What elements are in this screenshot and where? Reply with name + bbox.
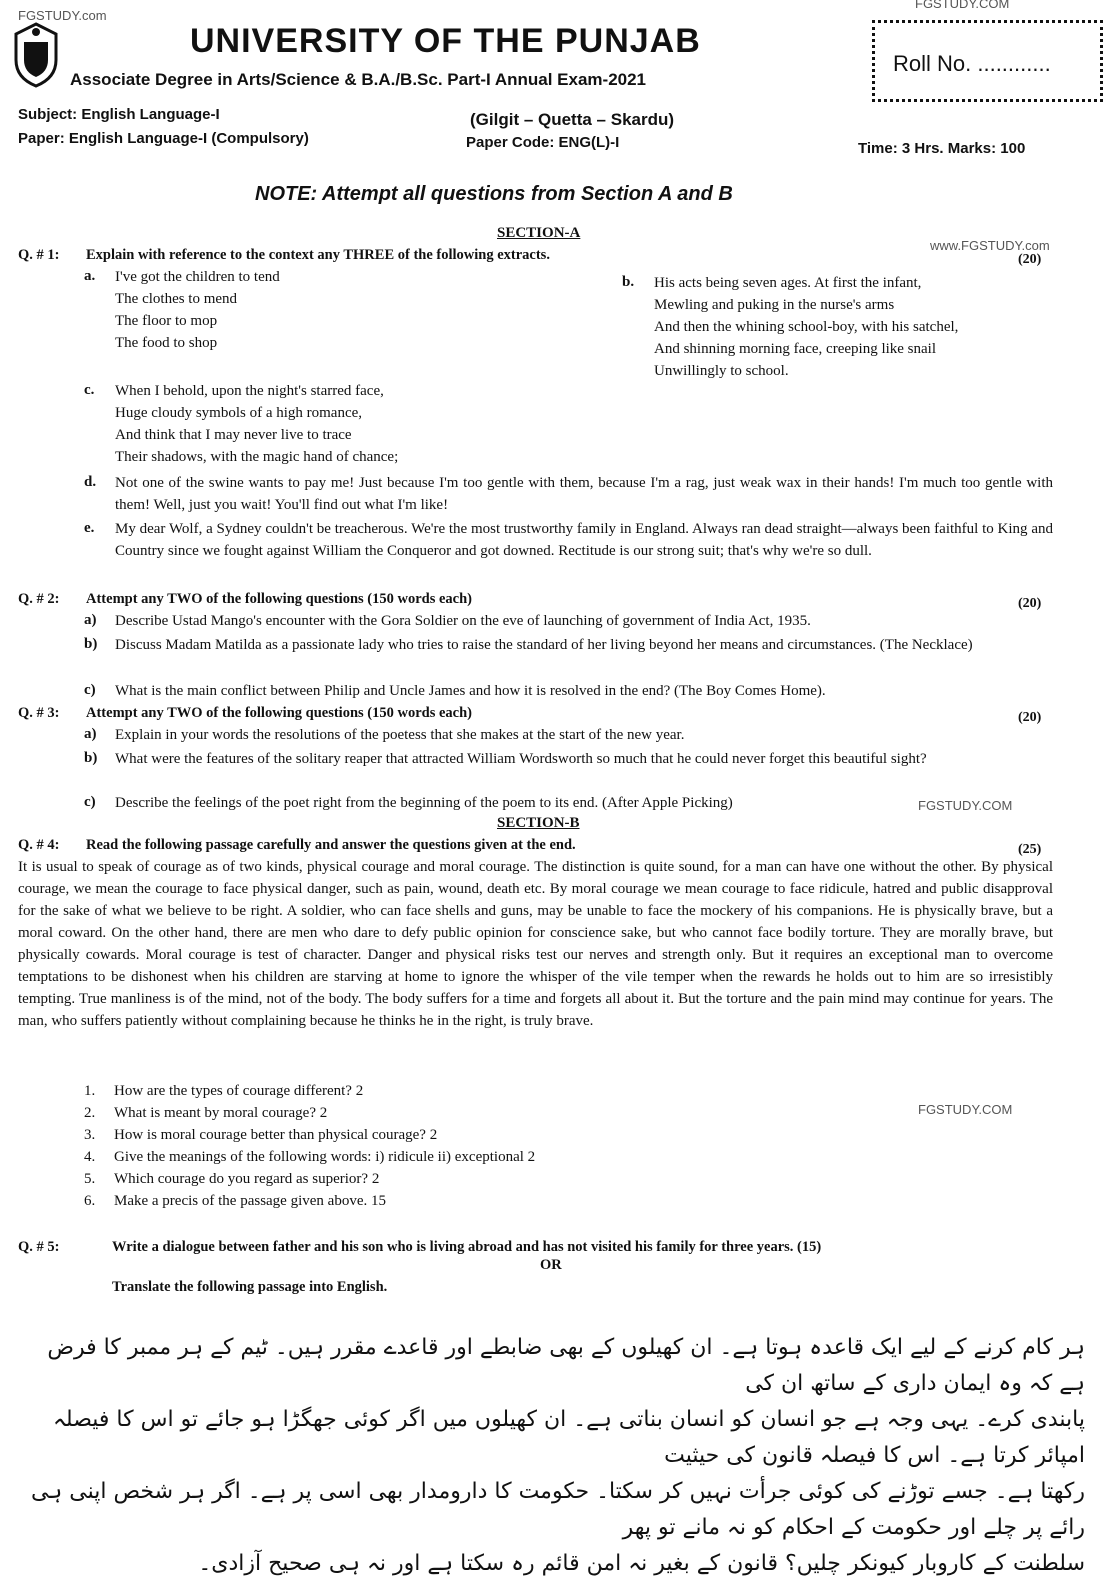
q2-a-text: Describe Ustad Mango's encounter with the Gora Soldier on the eve of launching of government of India Act, 1935.: [115, 613, 811, 629]
region: (Gilgit – Quetta – Skardu): [470, 110, 675, 129]
q1-a-extract: I've got the children to tend The clothes to mend The floor to mop The food to shop: [115, 269, 280, 351]
section-a-heading: SECTION-A: [497, 225, 581, 241]
q3-text: Attempt any TWO of the following questions (150 words each): [86, 705, 472, 721]
watermark: FGSTUDY.COM: [918, 798, 1013, 813]
q3-c-label: c): [84, 794, 96, 810]
q5-translate-instruction: Translate the following passage into English.: [112, 1279, 388, 1295]
roll-number-box: [872, 20, 1103, 102]
q2-number: Q. # 2:: [18, 591, 60, 607]
q2-c-text: What is the main conflict between Philip and Uncle James and how it is resolved in the end? (The Boy Comes Home).: [115, 683, 826, 699]
q1-b-extract: His acts being seven ages. At first the infant, Mewling and puking in the nurse's arms And then the whining school-boy, with his satchel, And shinning morning face, creeping like snail Unwillingly to school.: [654, 275, 959, 379]
q3-c-text: Describe the feelings of the poet right from the beginning of the poem to its end. (After Apple Picking): [115, 795, 733, 811]
q3-a-label: a): [84, 726, 97, 742]
q1-e-label: e.: [84, 520, 95, 536]
time-marks: Time: 3 Hrs. Marks: 100: [858, 140, 1026, 157]
q1-c-label: c.: [84, 382, 95, 398]
paper: Paper: English Language-I (Compulsory): [18, 130, 309, 147]
paper-code: Paper Code: ENG(L)-I: [466, 134, 620, 151]
q2-c-label: c): [84, 682, 96, 698]
q1-d-label: d.: [84, 474, 97, 490]
q3-a-text: Explain in your words the resolutions of the poetess that she makes at the start of the new year.: [115, 727, 685, 743]
q3-b-label: b): [84, 750, 98, 766]
q1-b-label: b.: [622, 274, 635, 290]
q1-c-extract: When I behold, upon the night's starred face, Huge cloudy symbols of a high romance, And think that I may never live to trace Their shadows, with the magic hand of chance;: [115, 383, 399, 465]
university-title: UNIVERSITY OF THE PUNJAB: [190, 22, 701, 60]
urdu-passage: ہر کام کرنے کے لیے ایک قاعدہ ہوتا ہے۔ ان کھیلوں کے بھی ضابطے اور قاعدے مقرر ہیں۔ ٹیم کے ہر ممبر کا فرض ہے کہ وہ ایمان داری کے ساتھ ان کی پابندی کرے۔ یہی وجہ ہے جو انسان کو انسان بناتی ہے۔ ان کھیلوں میں اگر کوئی جھگڑا ہو جائے تو اس کا فیصلہ امپائر کرتا ہے۔ اس کا فیصلہ قانون کی حیثیت رکھتا ہے۔ جسے توڑنے کی کوئی جرأت نہیں کر سکتا۔ حکومت کا دارومدار بھی اسی پر ہے۔ اگر ہر شخص اپنی ہی رائے پر چلے اور حکومت کے احکام کو نہ مانے تو پھر سلطنت کے کاروبار کیونکر چلیں؟ قانون کے بغیر نہ امن قائم رہ سکتا ہے اور نہ ہی صحیح آزادی۔: [31, 1335, 1085, 1576]
q1-e-extract: My dear Wolf, a Sydney couldn't be treacherous. We're the most trustworthy family in England. Always ran dead straight—always been faithful to King and Country since we fought against William the Conqueror and got downed. Rectitude is our strong suit; that's why we're so dull.: [115, 521, 1053, 559]
q1-a-label: a.: [84, 268, 96, 284]
q4-text: Read the following passage carefully and answer the questions given at the end.: [86, 837, 576, 853]
university-logo: [10, 20, 62, 90]
q2-b-text: Discuss Madam Matilda as a passionate lady who tries to raise the standard of her living beyond her means and circumstances. (The Necklace): [115, 637, 973, 653]
q4-passage: It is usual to speak of courage as of two kinds, physical courage and moral courage. The distinction is quite sound, for a man can have one without the other. By physical courage, we mean the courage to face physical danger, such as pain, wound, death etc. By moral courage we mean courage to face ridicule, hatred and public disapproval for the sake of what we believe to be right. A soldier, who can face shells and guns, may be unable to face the mockery of his companions. He is physically brave, but a moral coward. On the other hand, there are men who dare to defy public opinion for conscience sake, but who cannot face bodily torture. They are morally brave, but physically cowards. Moral courage is test of character. Danger and physical risks test our nerves and strength only. But it requires an exceptional man to overcome temptations to be dishonest when his children are starving at home to ignore the whisper of the vile temper when the rewards he holds out to him are so irresistibly tempting. True manliness is of the mind, not of the body. The body suffers for a time and forgets all about it. But the torture and the pain mind may continue for years. The man, who suffers patiently without complaining because he thinks he in the right, is truly brave.: [18, 859, 1053, 1029]
q4-questions: 1. How are the types of courage different? 2 2. What is meant by moral courage? 2 3. How is moral courage better than physical courage? 2 4. Give the meanings of the following words: i) ridicule ii) exceptional 2 5. Which courage do you regard as superior? 2 6. Make a precis of the passage given above. 15: [84, 1083, 536, 1209]
exam-subtitle: Associate Degree in Arts/Science & B.A./B.Sc. Part-I Annual Exam-2021: [70, 70, 647, 89]
q1-d-extract: Not one of the swine wants to pay me! Just because I'm too gentle with them, because I'm a rag, just weak wax in their hands! I'm much too gentle with them! Well, just you wait! You'll find out what I'm like!: [115, 475, 1053, 513]
q1-number: Q. # 1:: [18, 247, 60, 263]
q2-a-label: a): [84, 612, 97, 628]
q5-or: OR: [540, 1257, 562, 1273]
q5-text: Write a dialogue between father and his son who is living abroad and has not visited his family for three years. (15): [112, 1239, 822, 1255]
section-b-heading: SECTION-B: [497, 815, 580, 831]
q3-b-text: What were the features of the solitary reaper that attracted William Wordsworth so much that he could never forget this beautiful sight?: [115, 751, 927, 767]
watermark: FGSTUDY.COM: [918, 1102, 1013, 1117]
watermark: FGSTUDY.COM: [915, 0, 1010, 11]
watermark: www.FGSTUDY.com: [930, 238, 1050, 253]
q5-number: Q. # 5:: [18, 1239, 60, 1255]
q3-number: Q. # 3:: [18, 705, 60, 721]
q4-number: Q. # 4:: [18, 837, 60, 853]
instruction-note: NOTE: Attempt all questions from Section A and B: [255, 183, 733, 205]
q2-b-label: b): [84, 636, 98, 652]
q2-text: Attempt any TWO of the following questions (150 words each): [86, 591, 472, 607]
q1-marks: (20): [1018, 252, 1042, 267]
q4-marks: (25): [1018, 842, 1042, 857]
subject: Subject: English Language-I: [18, 106, 220, 123]
roll-number-label: Roll No. ............: [893, 51, 1051, 76]
watermark: FGSTUDY.com: [18, 8, 107, 23]
q1-text: Explain with reference to the context any THREE of the following extracts.: [86, 247, 550, 263]
q3-marks: (20): [1018, 710, 1042, 725]
q2-marks: (20): [1018, 596, 1042, 611]
